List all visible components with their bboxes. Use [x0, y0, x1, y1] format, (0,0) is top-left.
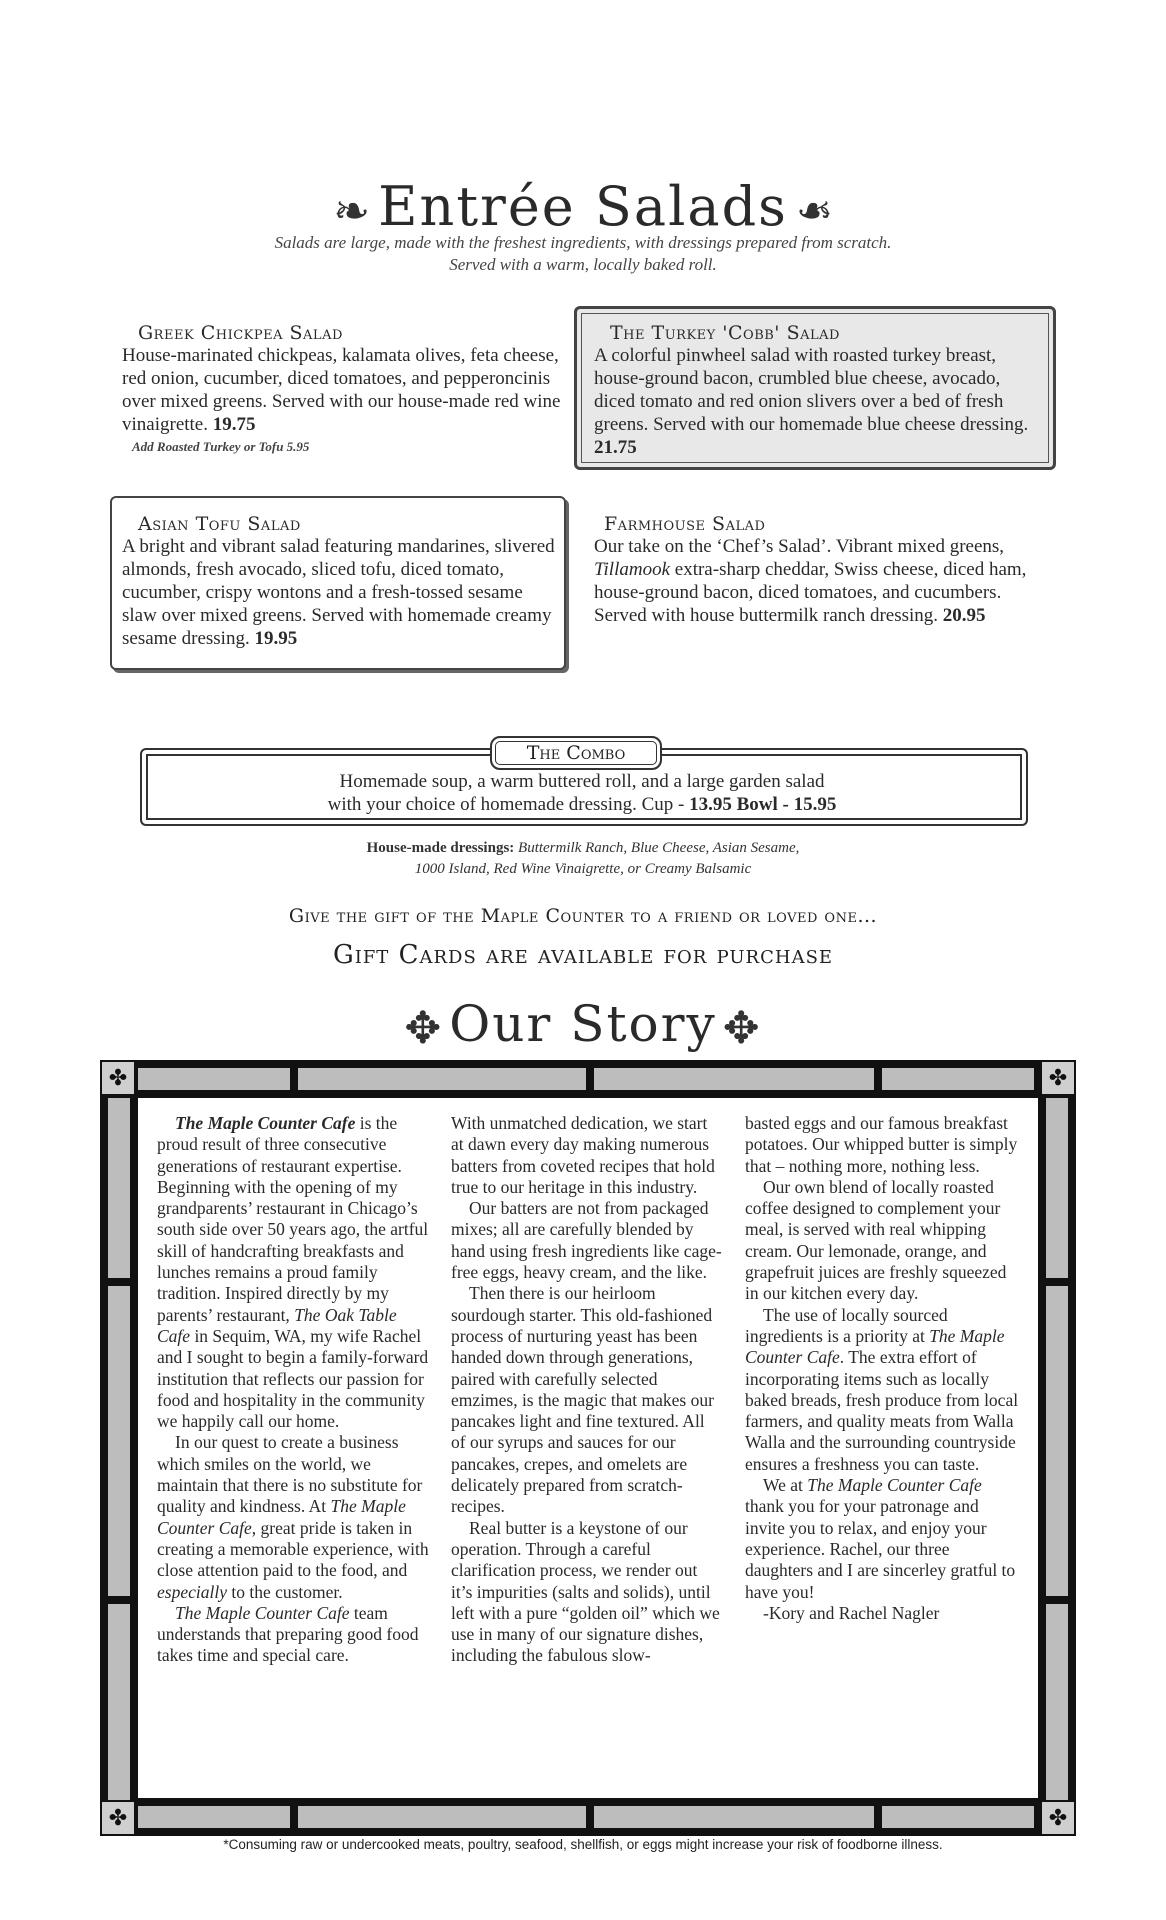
dressings-label: House-made dressings: — [366, 840, 515, 856]
frame-pane — [296, 1066, 588, 1092]
frame-corner-icon: ✤ — [100, 1800, 136, 1836]
story-paragraph — [157, 1603, 429, 1667]
story-title-text: Our Story — [449, 995, 717, 1053]
story-paragraph: Our batters are not from packaged mixes; all are carefully blended by hand using fresh ingredients like cage-free eggs, heavy cream, and the like. — [451, 1198, 722, 1283]
flourish-left-icon: ❧ — [333, 185, 373, 237]
story-paragraph — [157, 1113, 429, 1432]
story-italic: The Maple Counter Cafe — [175, 1113, 356, 1133]
item-description — [594, 344, 1034, 459]
story-text: The use of locally sourced ingredients is a priority at — [745, 1304, 948, 1346]
story-text: thank you for your patronage and invite you to relax, and enjoy your experience. Rachel, our three daughters and I are sincerley gratful to have you! — [745, 1496, 1016, 1602]
dressings-list: Buttermilk Ranch, Blue Cheese, Asian Sesame, — [518, 840, 800, 856]
gift-line-1: Give the gift of the Maple Counter to a friend or loved one... — [288, 905, 878, 927]
combo-cup-price: 13.95 — [689, 794, 732, 815]
gift-line-2: Gift Cards are available for purchase — [332, 940, 834, 970]
combo-line-1: Homemade soup, a warm buttered roll, and a large garden salad — [339, 771, 825, 792]
item-description-text: A colorful pinwheel salad with roasted turkey breast, house-ground bacon, crumbled blue cheese, avocado, diced tomato and red onion slivers over a bed of fresh greens. Served with our homemade blue cheese dressing. — [594, 345, 1029, 435]
story-paragraph — [745, 1305, 1020, 1475]
tofu-salad-item — [122, 513, 562, 650]
flourish-right-icon: ❧ — [793, 185, 833, 237]
page-title — [0, 175, 1166, 238]
frame-pane — [296, 1804, 588, 1830]
story-text: We at — [763, 1475, 808, 1496]
dressings-line-2 — [0, 859, 1166, 880]
story-column-2 — [451, 1113, 723, 1667]
item-description-italic: Tillamook — [594, 559, 671, 580]
story-italic: The Maple Counter Cafe — [745, 1325, 1005, 1368]
frame-pane — [880, 1804, 1036, 1830]
item-name: Greek Chickpea Salad — [138, 322, 343, 344]
story-text: In our quest to create a business which smiles on the world, we maintain that there is no substitute for quality and kindness. At — [157, 1432, 423, 1517]
frame-corner-icon: ✤ — [1040, 1800, 1076, 1836]
frame-pane — [106, 1284, 132, 1598]
frame-pane — [592, 1066, 876, 1092]
story-italic: The Maple Counter Cafe — [807, 1475, 982, 1496]
greek-salad-item — [122, 322, 562, 455]
frame-pane — [106, 1602, 132, 1802]
story-text: is the proud result of three consecutive generations of restaurant expertise. Beginning with the opening of my grandparents’ restaurant in Chicago’s south side over 50 years ago, the artful skill of handcrafting breakfasts and lunches remains a proud family tradition. Inspired directly by my parents’ restaurant, — [157, 1113, 429, 1325]
item-name: Asian Tofu Salad — [138, 513, 301, 535]
subtitle-line-1: Salads are large, made with the freshest ingredients, with dressings prepared from scratch. — [274, 233, 892, 252]
story-text: to the customer. — [226, 1581, 343, 1602]
item-price: 19.95 — [254, 628, 298, 649]
story-paragraph: Our own blend of locally roasted coffee designed to complement your meal, is served with real whipping cream. Our lemonade, orange, and grapefruit juices are freshly squeezed in our kitchen every day. — [745, 1176, 1007, 1304]
item-name: The Turkey 'Cobb' Salad — [610, 322, 840, 344]
frame-pane — [136, 1804, 292, 1830]
cobb-salad-item — [594, 322, 1034, 459]
footnote: *Consuming raw or undercooked meats, poultry, seafood, shellfish, or eggs might increase your risk of foodborne illness. — [223, 1837, 943, 1852]
item-price: 20.95 — [942, 605, 986, 626]
page-title-text: Entrée Salads — [378, 175, 788, 238]
frame-corner-icon: ✤ — [1040, 1060, 1076, 1096]
story-text: team understands that preparing good food takes time and special care. — [157, 1602, 419, 1666]
frame-pane — [1044, 1096, 1070, 1280]
item-description-text: Our take on the ‘Chef’s Salad’. Vibrant mixed greens, — [594, 536, 1005, 557]
item-description-text: extra-sharp cheddar, Swiss cheese, diced ham, house-ground bacon, diced tomatoes, and cucumbers. Served with house buttermilk ranch dressing. — [594, 559, 1027, 626]
item-description — [594, 535, 1044, 627]
story-flourish-right-icon: ✥ — [722, 1002, 762, 1054]
story-paragraph: Real butter is a keystone of our operation. Through a careful clarification process, we render out it’s impurities (salts and solids), until left with a pure “golden oil” which we use in many of our signature dishes, including the fabulous slow- — [451, 1517, 720, 1666]
story-text: . The extra effort of incorporating items such as locally baked breads, fresh produce from local farmers, and quality meats from Walla Walla and the surrounding countryside ensures a freshness you can taste. — [745, 1347, 1019, 1474]
combo-bowl-price: 15.95 — [793, 794, 837, 815]
item-description — [122, 344, 562, 436]
item-price: 19.75 — [212, 414, 256, 435]
item-addon: Add Roasted Turkey or Tofu 5.95 — [132, 439, 310, 454]
story-italic: especially — [157, 1581, 227, 1602]
frame-pane — [1044, 1602, 1070, 1802]
item-price: 21.75 — [594, 437, 637, 458]
frame-pane — [106, 1096, 132, 1280]
story-signature: -Kory and Rachel Nagler — [763, 1602, 940, 1623]
item-description — [122, 535, 562, 650]
dressings-list: 1000 Island, Red Wine Vinaigrette, or Creamy Balsamic — [414, 861, 752, 877]
farmhouse-salad-item — [594, 513, 1044, 627]
story-column-1 — [157, 1113, 429, 1667]
story-text: , great pride is taken in creating a memorable experience, with close attention paid to the food, and — [157, 1517, 429, 1581]
frame-pane — [1044, 1284, 1070, 1598]
story-italic: The Maple Counter Cafe — [175, 1602, 350, 1623]
frame-pane — [880, 1066, 1036, 1092]
subtitle-line-2: Served with a warm, locally baked roll. — [449, 255, 717, 274]
story-paragraph — [157, 1432, 429, 1602]
dressings-line-1 — [0, 838, 1166, 859]
story-text: in Sequim, WA, my wife Rachel and I sought to begin a family-forward institution that reflects our passion for food and hospitality in the community we happily call our home. — [157, 1325, 429, 1432]
story-paragraph — [745, 1475, 1020, 1603]
story-italic: The Oak Table Cafe — [157, 1304, 397, 1346]
item-description-text: A bright and vibrant salad featuring mandarines, slivered almonds, fresh avocado, sliced tofu, diced tomato, cucumber, crispy wontons and a fresh-tossed sesame slaw over mixed greens. Served with homemade creamy sesame dressing. — [122, 536, 555, 649]
story-title — [0, 995, 1166, 1054]
item-description-text: House-marinated chickpeas, kalamata olives, feta cheese, red onion, cucumber, diced tomatoes, and pepperoncinis over mixed greens. Served with our house-made red wine vinaigrette. — [122, 345, 561, 435]
frame-pane — [136, 1066, 292, 1092]
story-paragraph: With unmatched dedication, we start at dawn every day making numerous batters from coveted recipes that hold true to our heritage in this industry. — [451, 1113, 715, 1197]
combo-text: with your choice of homemade dressing. Cup - — [327, 794, 690, 815]
story-paragraph: Then there is our heirloom sourdough starter. This old-fashioned process of nurturing yeast has been handed down through generations, paired with carefully selected emzimes, is the magic that makes our pancakes light and fine textured. All of our syrups and sauces for our pancakes, crepes, and omelets are delicately prepared from scratch-recipes. — [451, 1283, 714, 1517]
story-flourish-left-icon: ✥ — [404, 1002, 444, 1054]
item-name: Farmhouse Salad — [604, 513, 766, 535]
frame-corner-icon: ✤ — [100, 1060, 136, 1096]
combo-line-2 — [140, 793, 1024, 816]
story-column-3 — [745, 1113, 1020, 1624]
combo-bowl-label: Bowl - — [736, 794, 794, 815]
frame-pane — [592, 1804, 876, 1830]
combo-label: The Combo — [490, 736, 662, 770]
story-italic: The Maple Counter Cafe — [157, 1496, 406, 1538]
story-paragraph: basted eggs and our famous breakfast potatoes. Our whipped butter is simply that – nothing more, nothing less. — [745, 1113, 1018, 1176]
